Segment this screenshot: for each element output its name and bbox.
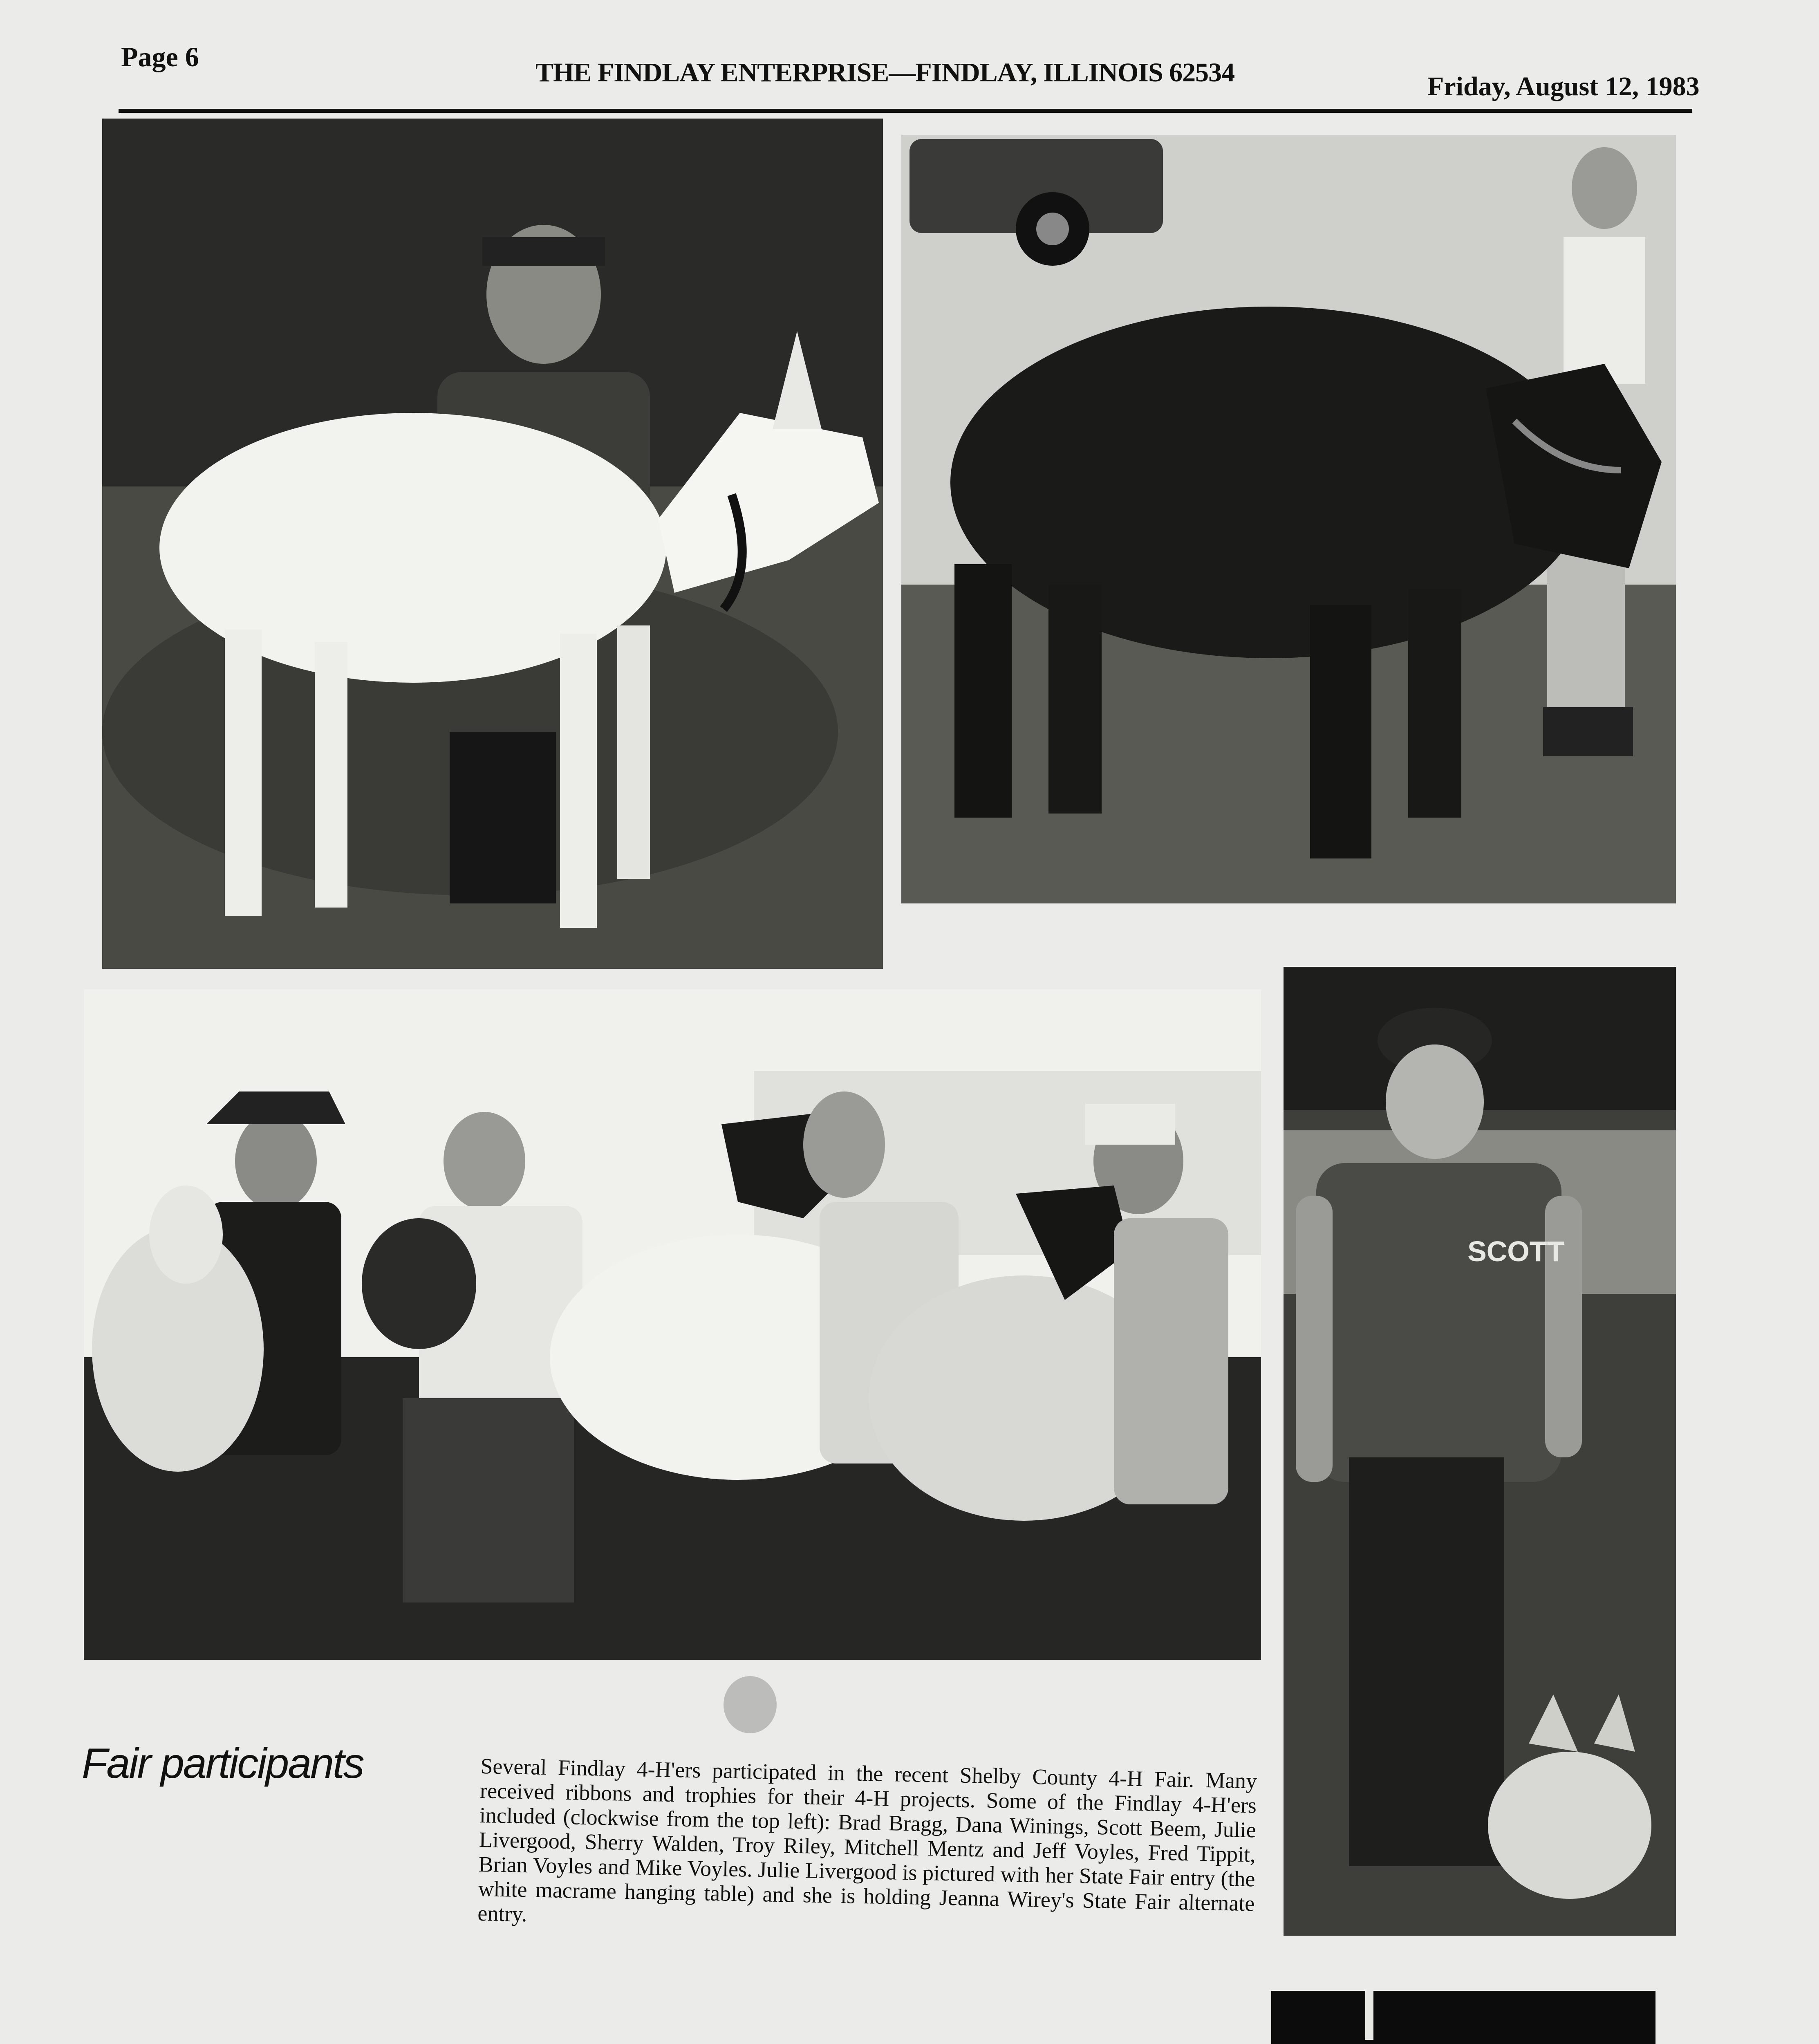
photo-goat bbox=[102, 119, 883, 969]
issue-date: Friday, August 12, 1983 bbox=[1427, 72, 1700, 101]
caption-headline: Fair participants bbox=[82, 1740, 363, 1787]
ink-smudge bbox=[724, 1676, 777, 1733]
photo-girl-macrame bbox=[1271, 1991, 1655, 2044]
photo-calf bbox=[901, 135, 1676, 903]
caption-body: Several Findlay 4-H'ers participated in the recent Shelby County 4-H Fair. Many received ribbons and trophies for their 4-H projects. Some of the Findlay 4-H'ers included (clockwise from the top left): Brad Bragg, Dana Winings, Scott Beem, Julie Livergood, Sherry Walden, Troy Riley, Mitchell Mentz and Jeff Voyles, Fred Tippit, Brian Voyles and Mike Voyles. Julie Livergood is pictured with her State Fair entry (the white macrame hanging table) and she is holding Jeanna Wirey's State Fair alternate entry. bbox=[477, 1754, 1257, 1927]
masthead: THE FINDLAY ENTERPRISE—FINDLAY, ILLINOIS 62534 bbox=[535, 58, 1235, 87]
photo-sheep-group bbox=[84, 989, 1261, 1660]
page-number: Page 6 bbox=[121, 41, 199, 72]
shirt-text-scott: SCOTT bbox=[1467, 1235, 1565, 1267]
header-rule bbox=[119, 109, 1692, 113]
photo-boy-dog bbox=[1284, 967, 1676, 1936]
